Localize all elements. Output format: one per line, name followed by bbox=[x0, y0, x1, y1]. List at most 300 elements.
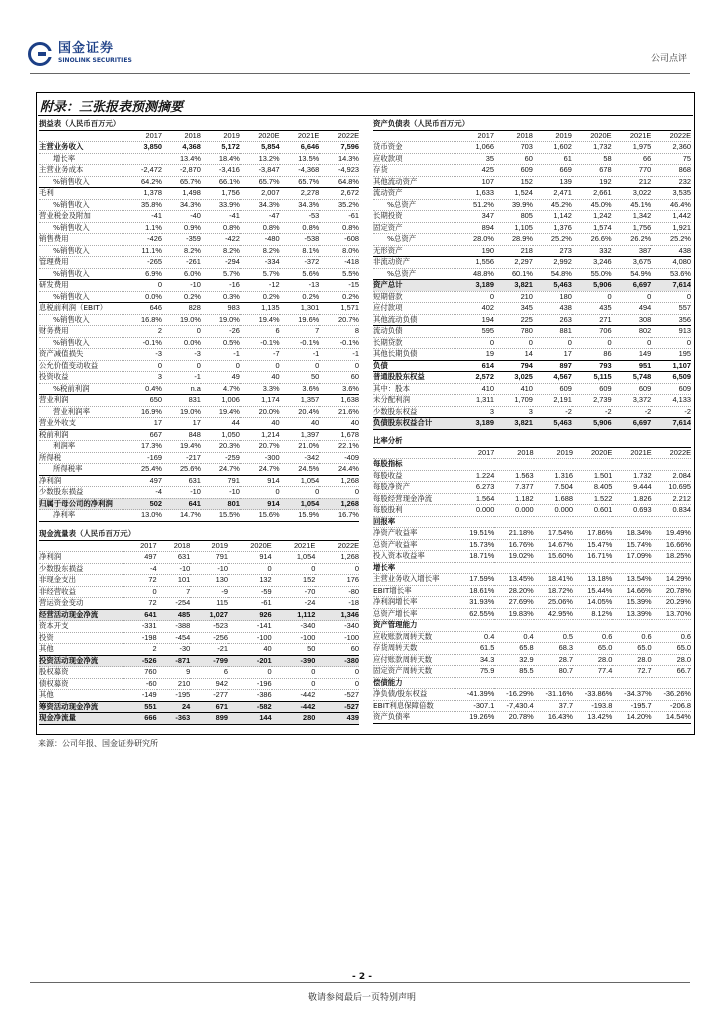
row-label: 流动负债 bbox=[373, 326, 455, 338]
cell-value: 1.224 bbox=[455, 470, 494, 482]
cell-value: -1 bbox=[162, 372, 201, 384]
disclaimer-note: 敬请参阅最后一页特别声明 bbox=[307, 993, 416, 1003]
table-row bbox=[373, 303, 691, 315]
table-row bbox=[39, 176, 359, 188]
cell-value: 3 bbox=[455, 406, 494, 418]
cell-value: 1,342 bbox=[612, 211, 652, 223]
cell-value: 8.2% bbox=[201, 245, 240, 257]
cell-value: 894 bbox=[455, 222, 494, 234]
cell-value: 0.000 bbox=[455, 505, 494, 517]
cell-value: 7,614 bbox=[651, 280, 691, 292]
cell-value: 19.4% bbox=[162, 441, 201, 453]
cell-value: 19.0% bbox=[162, 406, 201, 418]
cell-value: 1,311 bbox=[455, 395, 494, 407]
cell-value: 18.34% bbox=[612, 528, 651, 540]
row-label: 增长率 bbox=[39, 153, 123, 165]
cell-value: 897 bbox=[533, 360, 572, 372]
table-row bbox=[373, 459, 691, 471]
table-row bbox=[373, 620, 691, 632]
header-divider bbox=[30, 73, 690, 74]
table-row bbox=[39, 314, 359, 326]
cell-value: 1,498 bbox=[162, 188, 201, 200]
cell-value: -372 bbox=[280, 257, 320, 269]
cell-value: 8.2% bbox=[240, 245, 280, 257]
cell-value: -10 bbox=[162, 280, 201, 292]
cell-value: 0 bbox=[572, 291, 612, 303]
table-row bbox=[39, 165, 359, 177]
cell-value: -1 bbox=[319, 349, 359, 361]
cell-value: -442 bbox=[272, 701, 316, 713]
cell-value: -2 bbox=[612, 406, 652, 418]
row-label: 主营业务成本 bbox=[39, 165, 123, 177]
cell-value: 1.1% bbox=[123, 222, 162, 234]
row-label: 投资 bbox=[39, 632, 123, 644]
row-label: 营业税金及附加 bbox=[39, 211, 123, 223]
cell-value: 0.4% bbox=[123, 383, 162, 395]
cell-value: 332 bbox=[572, 245, 612, 257]
row-label: 投入资本收益率 bbox=[373, 551, 455, 563]
table-row bbox=[373, 574, 691, 586]
cell-value: 1.688 bbox=[534, 493, 573, 505]
row-label: %销售收入 bbox=[39, 268, 123, 280]
row-label: 应收款项 bbox=[373, 153, 455, 165]
year-header: 2021E bbox=[272, 540, 316, 552]
cell-value: 46.4% bbox=[651, 199, 691, 211]
row-label: %总资产 bbox=[373, 234, 455, 246]
cell-value: 3,850 bbox=[123, 142, 162, 154]
cell-value: 24 bbox=[157, 701, 191, 713]
cell-value: -363 bbox=[157, 713, 191, 725]
cell-value: -871 bbox=[157, 655, 191, 667]
cell-value: 80.7 bbox=[534, 666, 573, 678]
cell-value: 13.0% bbox=[123, 510, 162, 522]
cell-value: 0 bbox=[162, 360, 201, 372]
table-row bbox=[39, 383, 359, 395]
cell-value: 13.45% bbox=[494, 574, 533, 586]
cell-value: -10 bbox=[162, 487, 201, 499]
cell-value: 144 bbox=[228, 713, 272, 725]
cell-value: 54.9% bbox=[612, 268, 652, 280]
cell-value: -12 bbox=[240, 280, 280, 292]
cell-value: 180 bbox=[533, 291, 572, 303]
section-title: 附录：三张报表预测摘要 bbox=[40, 100, 184, 115]
row-label: 普通股股东权益 bbox=[373, 372, 455, 384]
cell-value: 14.05% bbox=[573, 597, 612, 609]
year-header: 2017 bbox=[455, 130, 494, 142]
cell-value: -256 bbox=[190, 632, 228, 644]
cell-value: -40 bbox=[162, 211, 201, 223]
cell-value: n.a bbox=[162, 383, 201, 395]
cell-value: -10 bbox=[201, 487, 240, 499]
table-row bbox=[373, 689, 691, 701]
cell-value: 18.61% bbox=[455, 585, 494, 597]
cell-value: 4.7% bbox=[201, 383, 240, 395]
cell-value: 0 bbox=[533, 337, 572, 349]
cell-value bbox=[123, 153, 162, 165]
year-header: 2021E bbox=[612, 130, 652, 142]
cell-value: -480 bbox=[240, 234, 280, 246]
row-label: 利润率 bbox=[39, 441, 123, 453]
cell-value: -0.1% bbox=[319, 337, 359, 349]
row-label: 负债 bbox=[373, 360, 455, 372]
cell-value: 4,567 bbox=[533, 372, 572, 384]
year-header: 2020E bbox=[572, 130, 612, 142]
cell-value: 5,463 bbox=[533, 418, 572, 430]
ratio-analysis-table bbox=[373, 436, 691, 724]
cell-value: 3 bbox=[123, 372, 162, 384]
cell-value: 271 bbox=[572, 314, 612, 326]
cell-value: 868 bbox=[651, 165, 691, 177]
cell-value: 2,007 bbox=[240, 188, 280, 200]
cell-value: 25.2% bbox=[651, 234, 691, 246]
table-row bbox=[39, 690, 359, 702]
cell-value: 0.2% bbox=[319, 291, 359, 303]
table-row bbox=[39, 586, 359, 598]
cell-value: 356 bbox=[651, 314, 691, 326]
cell-value: 1,921 bbox=[651, 222, 691, 234]
cell-value: 1,006 bbox=[201, 395, 240, 407]
table-row bbox=[39, 609, 359, 621]
cell-value: 828 bbox=[162, 303, 201, 315]
cell-value: 19.51% bbox=[455, 528, 494, 540]
cell-value: 20.7% bbox=[240, 441, 280, 453]
cell-value: -217 bbox=[162, 452, 201, 464]
cell-value: 25.2% bbox=[533, 234, 572, 246]
cell-value: -31.16% bbox=[534, 689, 573, 701]
row-label: %销售收入 bbox=[39, 291, 123, 303]
cell-value bbox=[455, 459, 494, 471]
cell-value: 1.182 bbox=[494, 493, 533, 505]
cell-value: -41.39% bbox=[455, 689, 494, 701]
cell-value: 914 bbox=[240, 475, 280, 487]
row-label: %总资产 bbox=[373, 199, 455, 211]
cell-value: 1,633 bbox=[455, 188, 494, 200]
cell-value bbox=[494, 677, 533, 689]
row-label: 长期投资 bbox=[373, 211, 455, 223]
cell-value: 435 bbox=[572, 303, 612, 315]
year-header: 2021E bbox=[612, 447, 651, 459]
year-header: 2019 bbox=[190, 540, 228, 552]
footer-divider bbox=[30, 982, 690, 983]
cell-value: 45.0% bbox=[572, 199, 612, 211]
cell-value: 1,135 bbox=[240, 303, 280, 315]
cell-value: -10 bbox=[157, 563, 191, 575]
cell-value: 1,214 bbox=[240, 429, 280, 441]
cell-value: 176 bbox=[315, 575, 359, 587]
cell-value: -1 bbox=[201, 349, 240, 361]
cell-value: 40 bbox=[228, 644, 272, 656]
cell-value: 66.7 bbox=[652, 666, 691, 678]
cell-value: 15.47% bbox=[573, 539, 612, 551]
cell-value: 0 bbox=[272, 667, 316, 679]
cell-value: 7,614 bbox=[651, 418, 691, 430]
cell-value: 1,050 bbox=[201, 429, 240, 441]
cell-value: -9 bbox=[190, 586, 228, 598]
cell-value: 17 bbox=[533, 349, 572, 361]
cell-value: 631 bbox=[157, 552, 191, 564]
row-label: 存货周转天数 bbox=[373, 643, 455, 655]
cell-value: 32.9 bbox=[494, 654, 533, 666]
cell-value: 19.4% bbox=[240, 314, 280, 326]
cell-value: -100 bbox=[315, 632, 359, 644]
row-label: 销售费用 bbox=[39, 234, 123, 246]
cell-value: 387 bbox=[612, 245, 652, 257]
row-label: 财务费用 bbox=[39, 326, 123, 338]
company-logo bbox=[28, 42, 168, 68]
cell-value: 19 bbox=[455, 349, 494, 361]
row-label: 资产负债率 bbox=[373, 712, 455, 724]
cell-value: 17.54% bbox=[534, 528, 573, 540]
year-header-spacer bbox=[39, 540, 123, 552]
cell-value: 21.18% bbox=[494, 528, 533, 540]
cell-value: -380 bbox=[315, 655, 359, 667]
table-row bbox=[39, 510, 359, 522]
cell-value: 50 bbox=[272, 644, 316, 656]
table-row bbox=[39, 280, 359, 292]
table-row bbox=[373, 643, 691, 655]
cell-value: -41 bbox=[201, 211, 240, 223]
cell-value: 19.26% bbox=[455, 712, 494, 724]
cell-value: 28.0 bbox=[652, 654, 691, 666]
cell-value: -254 bbox=[157, 598, 191, 610]
cell-value: 983 bbox=[201, 303, 240, 315]
cell-value: 913 bbox=[651, 326, 691, 338]
cell-value: 19.4% bbox=[201, 406, 240, 418]
cell-value: 17 bbox=[162, 418, 201, 430]
cell-value bbox=[534, 459, 573, 471]
row-label: 总资产增长率 bbox=[373, 608, 455, 620]
cell-value: 17.59% bbox=[455, 574, 494, 586]
row-label: 资产管理能力 bbox=[373, 620, 455, 632]
table-row bbox=[373, 142, 691, 154]
cell-value: 14.20% bbox=[612, 712, 651, 724]
cell-value: 497 bbox=[123, 475, 162, 487]
table-title: 现金流量表（人民币百万元） bbox=[39, 529, 359, 540]
cell-value: 0 bbox=[319, 487, 359, 499]
row-label: 息税前利润（EBIT） bbox=[39, 303, 123, 315]
cell-value: 20.78% bbox=[494, 712, 533, 724]
table-row bbox=[39, 475, 359, 487]
cell-value: 9 bbox=[157, 667, 191, 679]
cell-value: 1,268 bbox=[319, 475, 359, 487]
table-row bbox=[373, 222, 691, 234]
row-label: 资产减值损失 bbox=[39, 349, 123, 361]
table-row bbox=[373, 528, 691, 540]
year-header: 2022E bbox=[652, 447, 691, 459]
table-row bbox=[373, 666, 691, 678]
table-row bbox=[39, 234, 359, 246]
row-label: %总资产 bbox=[373, 268, 455, 280]
cell-value: -342 bbox=[280, 452, 320, 464]
cell-value: 13.18% bbox=[573, 574, 612, 586]
cell-value: -390 bbox=[272, 655, 316, 667]
row-label: 税前利润 bbox=[39, 429, 123, 441]
cell-value: 0 bbox=[280, 487, 320, 499]
cell-value: 8 bbox=[319, 326, 359, 338]
cell-value: 0.693 bbox=[612, 505, 651, 517]
row-label: %销售收入 bbox=[39, 245, 123, 257]
table-title: 比率分析 bbox=[373, 436, 691, 447]
table-row bbox=[39, 429, 359, 441]
cell-value: 485 bbox=[157, 609, 191, 621]
cell-value: 66 bbox=[612, 153, 652, 165]
cell-value: -34.37% bbox=[612, 689, 651, 701]
cell-value: 1,602 bbox=[533, 142, 572, 154]
cell-value: 0 bbox=[612, 337, 652, 349]
cell-value: 15.39% bbox=[612, 597, 651, 609]
cell-value: 609 bbox=[612, 383, 652, 395]
table-row bbox=[39, 552, 359, 564]
row-label: 净负债/股东权益 bbox=[373, 689, 455, 701]
year-header: 2017 bbox=[455, 447, 494, 459]
cell-value: 24.4% bbox=[319, 464, 359, 476]
row-label: 固定资产 bbox=[373, 222, 455, 234]
cell-value: -386 bbox=[228, 690, 272, 702]
cell-value: 5,906 bbox=[572, 418, 612, 430]
cell-value: 5.5% bbox=[319, 268, 359, 280]
cell-value: 438 bbox=[651, 245, 691, 257]
cell-value: 65.0 bbox=[652, 643, 691, 655]
cell-value: 72.7 bbox=[612, 666, 651, 678]
cell-value: 1,142 bbox=[533, 211, 572, 223]
cell-value bbox=[455, 677, 494, 689]
cell-value: 28.0 bbox=[573, 654, 612, 666]
cell-value: 1,268 bbox=[319, 498, 359, 510]
cell-value: -331 bbox=[123, 621, 157, 633]
cell-value: 14 bbox=[494, 349, 533, 361]
cell-value: 848 bbox=[162, 429, 201, 441]
table-row bbox=[39, 188, 359, 200]
cell-value: 60 bbox=[315, 644, 359, 656]
cell-value: 0.5 bbox=[534, 631, 573, 643]
cell-value bbox=[534, 562, 573, 574]
cell-value: -2 bbox=[533, 406, 572, 418]
cell-value: 15.5% bbox=[201, 510, 240, 522]
cell-value bbox=[534, 677, 573, 689]
cell-value: -100 bbox=[272, 632, 316, 644]
cell-value: -61 bbox=[228, 598, 272, 610]
row-label: 无形资产 bbox=[373, 245, 455, 257]
cell-value: 0.3% bbox=[201, 291, 240, 303]
row-label: 股权募资 bbox=[39, 667, 123, 679]
cell-value: 34.3% bbox=[280, 199, 320, 211]
row-label: 资产总计 bbox=[373, 280, 455, 292]
cell-value: 21.6% bbox=[319, 406, 359, 418]
row-label: %销售收入 bbox=[39, 222, 123, 234]
cell-value: 1,975 bbox=[612, 142, 652, 154]
cell-value: 139 bbox=[533, 176, 572, 188]
year-header: 2017 bbox=[123, 130, 162, 142]
cell-value: 0.4 bbox=[455, 631, 494, 643]
cell-value: -3 bbox=[123, 349, 162, 361]
cell-value: 14.29% bbox=[652, 574, 691, 586]
row-label: 长期贷款 bbox=[373, 337, 455, 349]
cell-value: 51.2% bbox=[455, 199, 494, 211]
cell-value: 0.0% bbox=[123, 291, 162, 303]
cell-value: 31.93% bbox=[455, 597, 494, 609]
cell-value: 18.25% bbox=[652, 551, 691, 563]
row-label: 所得税 bbox=[39, 452, 123, 464]
table-row bbox=[39, 360, 359, 372]
cell-value: -359 bbox=[162, 234, 201, 246]
cell-value bbox=[652, 516, 691, 528]
cell-value: 65.7% bbox=[280, 176, 320, 188]
year-header-spacer bbox=[39, 130, 123, 142]
row-label: 总资产收益率 bbox=[373, 539, 455, 551]
cell-value: 20.3% bbox=[201, 441, 240, 453]
cell-value: 706 bbox=[572, 326, 612, 338]
cell-value: 1.732 bbox=[612, 470, 651, 482]
row-label: 经营活动现金净流 bbox=[39, 609, 123, 621]
cell-value: 0.000 bbox=[534, 505, 573, 517]
cell-value: 914 bbox=[240, 498, 280, 510]
cell-value: 15.9% bbox=[280, 510, 320, 522]
cell-value: -4,368 bbox=[280, 165, 320, 177]
brand-name-en: SINOLINK SECURITIES bbox=[58, 57, 132, 64]
cell-value: 3,821 bbox=[494, 280, 533, 292]
cell-value: 7,596 bbox=[319, 142, 359, 154]
cell-value: 7.504 bbox=[534, 482, 573, 494]
cell-value: -442 bbox=[272, 690, 316, 702]
cell-value: 232 bbox=[651, 176, 691, 188]
cell-value: -60 bbox=[123, 678, 157, 690]
table-title: 资产负债表（人民币百万元） bbox=[373, 119, 691, 130]
table-row bbox=[39, 303, 359, 315]
year-header: 2022E bbox=[319, 130, 359, 142]
cell-value: -409 bbox=[319, 452, 359, 464]
cell-value: 0 bbox=[494, 337, 533, 349]
cell-value: 641 bbox=[123, 609, 157, 621]
cell-value: -307.1 bbox=[455, 700, 494, 712]
cell-value: -206.8 bbox=[652, 700, 691, 712]
cell-value: 24.7% bbox=[201, 464, 240, 476]
cell-value: -201 bbox=[228, 655, 272, 667]
row-label: 少数股东损益 bbox=[39, 563, 123, 575]
table-row bbox=[373, 234, 691, 246]
cell-value: 5,906 bbox=[572, 280, 612, 292]
cell-value: 1.501 bbox=[573, 470, 612, 482]
cell-value: 35.2% bbox=[319, 199, 359, 211]
table-row bbox=[373, 188, 691, 200]
cell-value: 17 bbox=[123, 418, 162, 430]
cell-value: 22.1% bbox=[319, 441, 359, 453]
cell-value: 64.2% bbox=[123, 176, 162, 188]
table-row bbox=[39, 153, 359, 165]
cell-value: -100 bbox=[228, 632, 272, 644]
cell-value: 77.4 bbox=[573, 666, 612, 678]
table-row bbox=[39, 211, 359, 223]
cell-value: 19.49% bbox=[652, 528, 691, 540]
cell-value: -47 bbox=[240, 211, 280, 223]
cell-value: 0.6 bbox=[612, 631, 651, 643]
year-header-row bbox=[39, 540, 359, 552]
cell-value: 2 bbox=[123, 326, 162, 338]
cell-value: 15.73% bbox=[455, 539, 494, 551]
page-number: - 2 - bbox=[352, 972, 372, 982]
table-title-row bbox=[39, 529, 359, 540]
row-label: 资本开支 bbox=[39, 621, 123, 633]
cell-value: 21.0% bbox=[280, 441, 320, 453]
row-label: 少数股东权益 bbox=[373, 406, 455, 418]
table-row bbox=[373, 482, 691, 494]
cell-value bbox=[494, 459, 533, 471]
cell-value: 6.273 bbox=[455, 482, 494, 494]
cell-value: -0.1% bbox=[123, 337, 162, 349]
cell-value: 66.1% bbox=[201, 176, 240, 188]
year-header-spacer bbox=[373, 130, 455, 142]
row-label: 净利率 bbox=[39, 510, 123, 522]
cell-value: -61 bbox=[319, 211, 359, 223]
